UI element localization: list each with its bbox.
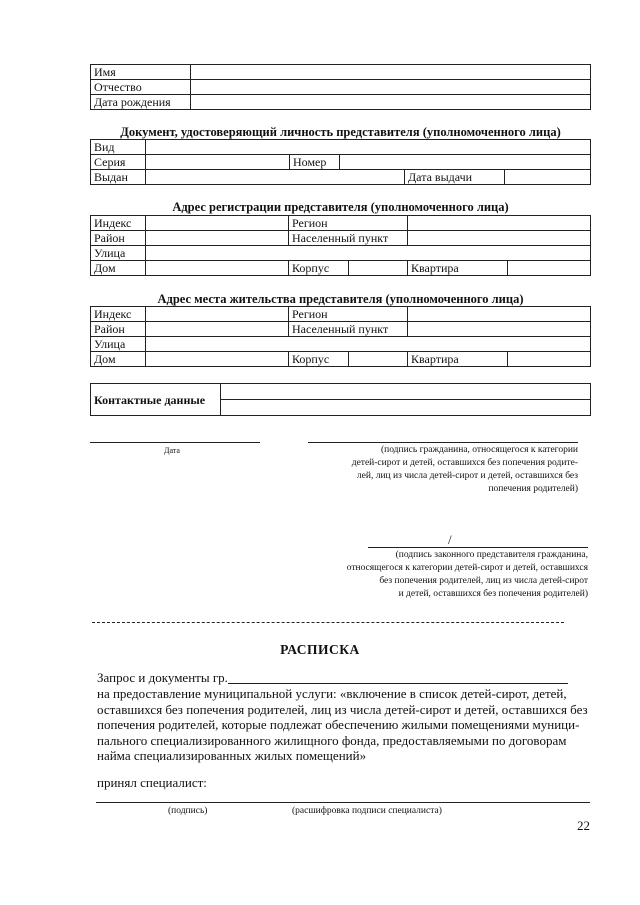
doc-number-field[interactable] [340,155,591,170]
receipt-line-1: Запрос и документы гр. [97,670,228,685]
receipt-text-line: пального специализированного жилищного фонда, предоставляемыми по договорам [97,732,567,748]
citizen-caption-line: лей, лиц из числа детей-сирот и детей, оставшихся без [356,471,578,481]
doc-issue-date-field[interactable] [505,170,591,185]
date-caption: Дата [164,446,180,455]
citizen-signature-caption [300,444,578,496]
res-index-field[interactable] [146,307,289,322]
res-apartment-field[interactable] [508,352,591,367]
reg-index-field[interactable] [146,216,289,231]
reg-building-field[interactable] [349,261,408,276]
page-number: 22 [577,818,590,833]
contacts-table [90,383,591,416]
reg-address-table [90,215,591,276]
doc-issued-field[interactable] [146,170,405,185]
res-building-field[interactable] [349,352,408,367]
receipt-text-line: найма специализированных жилых помещений» [97,748,367,763]
res-locality-label: Населенный пункт [289,322,408,337]
res-locality-field[interactable] [408,322,591,337]
citizen-caption-line: (подпись гражданина, относящегося к категории [380,445,578,455]
rep-caption-line: (подпись законного представителя гражданина, [395,550,588,560]
birth-date-label: Дата рождения [91,95,191,110]
contacts-label: Контактные данные [91,384,221,416]
rep-caption-line: без попечения родителей, лиц из числа детей-сирот [379,576,588,586]
reg-district-label: Район [91,231,146,246]
reg-street-field[interactable] [146,246,591,261]
res-index-label: Индекс [91,307,146,322]
receipt-title: РАСПИСКА [280,642,360,657]
reg-region-field[interactable] [408,216,591,231]
reg-street-label: Улица [91,246,146,261]
res-apartment-label: Квартира [408,352,508,367]
doc-kind-label: Вид [91,140,146,155]
reg-locality-label: Населенный пункт [289,231,408,246]
reg-region-label: Регион [289,216,408,231]
res-street-label: Улица [91,337,146,352]
contacts-field-2[interactable] [221,400,591,416]
reg-apartment-field[interactable] [508,261,591,276]
specialist-signature-line[interactable] [96,802,590,803]
rep-caption-line: и детей, оставшихся без попечения родителей) [398,589,588,599]
citizen-caption-line: детей-сирот и детей, оставшихся без попечения родите- [351,458,578,468]
rep-caption-line: относящегося к категории детей-сирот и детей, оставшихся [346,563,588,573]
reg-index-label: Индекс [91,216,146,231]
res-district-label: Район [91,322,146,337]
res-address-table [90,306,591,367]
date-line[interactable] [90,442,260,443]
reg-locality-field[interactable] [408,231,591,246]
citizen-name-line[interactable] [228,683,568,684]
res-house-field[interactable] [146,352,289,367]
doc-kind-field[interactable] [146,140,591,155]
representative-signature-caption [300,549,588,601]
receipt-text-line: на предоставление муниципальной услуги: «включение в список детей-сирот, детей, [97,686,567,701]
specialist-signature-caption: (подпись) [168,806,208,816]
reg-house-field[interactable] [146,261,289,276]
reg-building-label: Корпус [289,261,349,276]
doc-issue-date-label: Дата выдачи [405,170,505,185]
personal-table [90,64,591,110]
receipt-text-line: оставшихся без попечения родителей, лиц из числа детей-сирот и детей, оставшихся без [97,701,588,717]
res-house-label: Дом [91,352,146,367]
patronymic-label: Отчество [91,80,191,95]
patronymic-field[interactable] [191,80,591,95]
reg-district-field[interactable] [146,231,289,246]
res-street-field[interactable] [146,337,591,352]
representative-signature-line[interactable] [368,547,588,548]
name-field[interactable] [191,65,591,80]
doc-issued-label: Выдан [91,170,146,185]
name-label: Имя [91,65,191,80]
citizen-caption-line: попечения родителей) [488,484,578,494]
birth-date-field[interactable] [191,95,591,110]
res-region-label: Регион [289,307,408,322]
slash-separator: / [448,532,452,547]
doc-series-field[interactable] [146,155,290,170]
receipt-body [97,686,597,764]
res-district-field[interactable] [146,322,289,337]
citizen-signature-line[interactable] [308,442,578,443]
document-title: Документ, удостоверяющий личность представителя (уполномоченного лица) [120,125,561,139]
res-building-label: Корпус [289,352,349,367]
res-address-title: Адрес места жительства представителя (уполномоченного лица) [157,292,524,306]
reg-address-title: Адрес регистрации представителя (уполномоченного лица) [172,200,509,214]
reg-apartment-label: Квартира [408,261,508,276]
receipt-text-line: попечения родителей, которые подлежат обеспечению жилыми помещениями муници- [97,717,580,732]
accepted-by-label: принял специалист: [97,775,207,790]
document-table [90,139,591,185]
cut-line [92,622,564,623]
specialist-decode-caption: (расшифровка подписи специалиста) [292,806,442,816]
doc-series-label: Серия [91,155,146,170]
contacts-field-1[interactable] [221,384,591,400]
res-region-field[interactable] [408,307,591,322]
reg-house-label: Дом [91,261,146,276]
doc-number-label: Номер [290,155,340,170]
